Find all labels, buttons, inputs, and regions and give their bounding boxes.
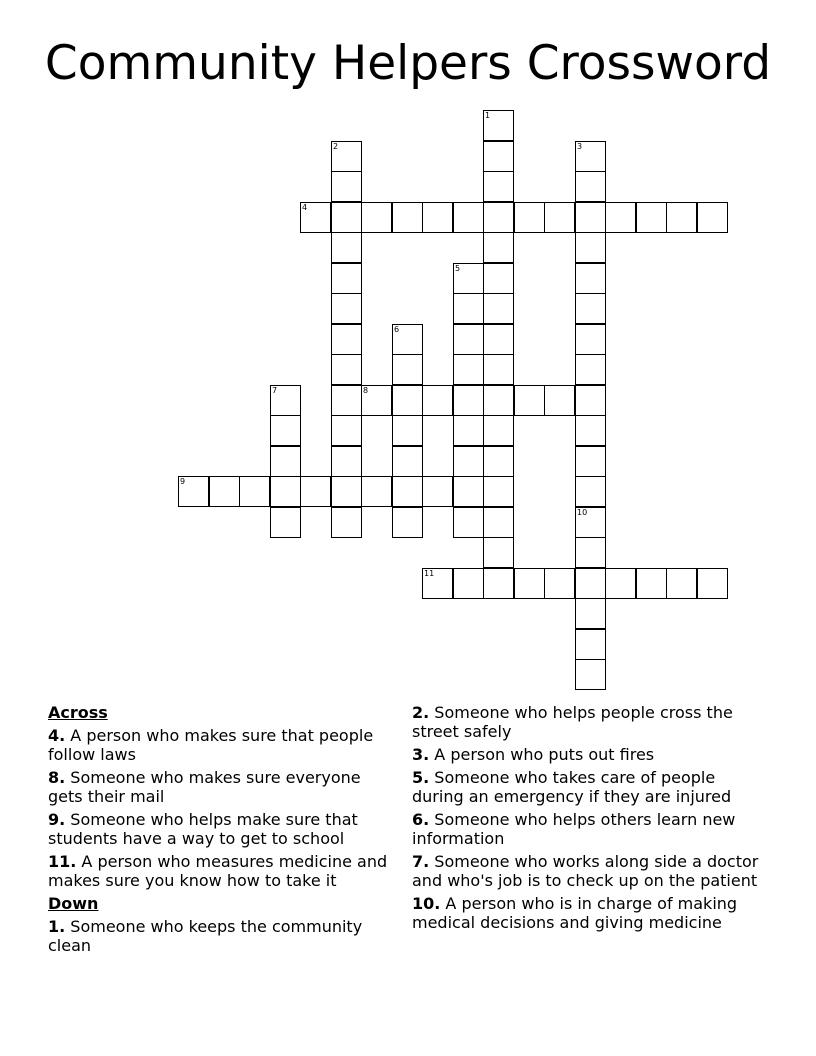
across-heading: Across [48,703,108,722]
grid-cell[interactable] [483,537,514,568]
grid-cell[interactable] [636,202,667,233]
clue-across-8: 8. Someone who makes sure everyone gets their mail [48,768,361,806]
grid-cell[interactable] [392,202,423,233]
clue-number-label: 7 [272,386,278,395]
grid-cell[interactable] [514,568,545,599]
grid-cell[interactable] [361,476,392,507]
grid-cell[interactable] [697,568,728,599]
grid-cell[interactable] [514,202,545,233]
grid-cell[interactable] [331,354,362,385]
clue-number-label: 6 [394,325,400,334]
grid-cell[interactable] [453,354,484,385]
down-heading: Down [48,894,99,913]
clue-number-label: 9 [180,477,186,486]
grid-cell[interactable] [239,476,270,507]
grid-cell[interactable] [483,568,514,599]
grid-cell[interactable] [392,415,423,446]
grid-cell[interactable] [270,446,301,477]
grid-cell[interactable] [209,476,240,507]
grid-cell[interactable] [331,385,362,416]
clue-number-label: 11 [424,569,435,578]
grid-cell[interactable] [483,232,514,263]
grid-cell[interactable] [331,446,362,477]
grid-cell[interactable] [483,293,514,324]
grid-cell[interactable] [666,568,697,599]
grid-cell[interactable] [453,568,484,599]
clue-down-6: 6. Someone who helps others learn new information [412,810,736,848]
grid-cell[interactable] [605,202,636,233]
grid-cell[interactable] [392,507,423,538]
grid-cell[interactable] [453,324,484,355]
grid-cell[interactable] [331,293,362,324]
grid-cell[interactable] [270,415,301,446]
clue-down-7: 7. Someone who works along side a doctor and who's job is to check up on the patient [412,852,759,890]
grid-cell[interactable] [453,476,484,507]
clue-down-5: 5. Someone who takes care of people during an emergency if they are injured [412,768,732,806]
grid-cell[interactable] [483,415,514,446]
grid-cell[interactable] [422,202,453,233]
grid-cell[interactable] [331,324,362,355]
clue-down-3: 3. A person who puts out fires [412,745,655,764]
grid-cell[interactable] [575,446,606,477]
grid-cell[interactable] [392,385,423,416]
grid-cell[interactable] [483,507,514,538]
grid-cell[interactable] [331,415,362,446]
grid-cell[interactable] [422,476,453,507]
grid-cell[interactable] [422,385,453,416]
grid-cell[interactable] [483,141,514,172]
grid-cell[interactable] [453,385,484,416]
clue-number-label: 1 [485,111,491,120]
grid-cell[interactable] [392,446,423,477]
grid-cell[interactable] [331,202,362,233]
clue-down-10: 10. A person who is in charge of making medical decisions and giving medicine [412,894,738,932]
grid-cell[interactable] [331,171,362,202]
grid-cell[interactable] [575,232,606,263]
grid-cell[interactable] [697,202,728,233]
grid-cell[interactable] [575,171,606,202]
grid-cell[interactable] [605,568,636,599]
grid-cell[interactable] [453,446,484,477]
clue-number-label: 4 [302,203,308,212]
grid-cell[interactable] [453,507,484,538]
grid-cell[interactable] [483,324,514,355]
grid-cell[interactable] [575,568,606,599]
clue-down-2: 2. Someone who helps people cross the street safely [412,703,733,741]
grid-cell[interactable] [361,202,392,233]
grid-cell[interactable] [575,537,606,568]
grid-cell[interactable] [453,202,484,233]
grid-cell[interactable] [483,385,514,416]
grid-cell[interactable] [483,476,514,507]
clue-number-label: 3 [577,142,583,151]
grid-cell[interactable] [392,476,423,507]
clue-number-label: 5 [455,264,461,273]
grid-cell[interactable] [544,568,575,599]
grid-cell[interactable] [270,507,301,538]
clues-right-column [412,703,764,936]
grid-cell[interactable] [575,598,606,629]
grid-cell[interactable] [575,263,606,294]
grid-cell[interactable] [575,476,606,507]
clue-number-label: 8 [363,386,369,395]
grid-cell[interactable] [575,324,606,355]
grid-cell[interactable] [575,293,606,324]
grid-cell[interactable] [300,476,331,507]
grid-cell[interactable] [483,171,514,202]
clue-across-4: 4. A person who makes sure that people follow laws [48,726,374,764]
grid-cell[interactable] [483,446,514,477]
page-title: Community Helpers Crossword [44,36,772,91]
clue-across-9: 9. Someone who helps make sure that students have a way to get to school [48,810,358,848]
grid-cell[interactable] [544,202,575,233]
grid-cell[interactable] [636,568,667,599]
grid-cell[interactable] [575,629,606,660]
grid-cell[interactable] [483,354,514,385]
grid-cell[interactable] [575,415,606,446]
grid-cell[interactable] [666,202,697,233]
grid-cell[interactable] [514,385,545,416]
grid-cell[interactable] [575,202,606,233]
grid-cell[interactable] [483,263,514,294]
clue-number-label: 10 [577,508,588,517]
clues-left-column [48,703,398,959]
grid-cell[interactable] [331,232,362,263]
grid-cell[interactable] [453,415,484,446]
clue-down-1: 1. Someone who keeps the community clean [48,917,363,955]
grid-cell[interactable] [392,354,423,385]
grid-cell[interactable] [270,476,301,507]
grid-cell[interactable] [331,476,362,507]
grid-cell[interactable] [453,293,484,324]
clue-number-label: 2 [333,142,339,151]
grid-cell[interactable] [544,385,575,416]
grid-cell[interactable] [575,354,606,385]
grid-cell[interactable] [575,659,606,690]
grid-cell[interactable] [331,507,362,538]
grid-cell[interactable] [483,202,514,233]
grid-cell[interactable] [575,385,606,416]
grid-cell[interactable] [331,263,362,294]
clue-across-11: 11. A person who measures medicine and makes sure you know how to take it [48,852,388,890]
